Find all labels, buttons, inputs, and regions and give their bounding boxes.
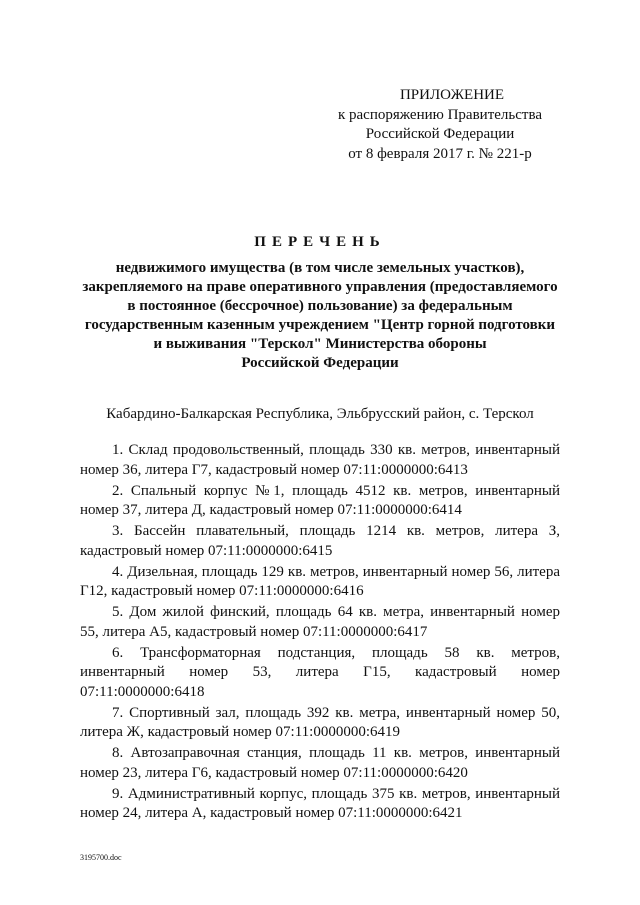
subtitle-line: Российской Федерации: [241, 355, 399, 371]
subtitle-line: и выживания "Терскол" Министерства обороны: [153, 336, 487, 352]
appendix-title: ПРИЛОЖЕНИЕ: [399, 87, 505, 103]
list-item: 7. Спортивный зал, площадь 392 кв. метра, инвентарный номер 50, литера Ж, кадастровый номер 07:11:0000000:6419: [80, 704, 560, 740]
appendix-line-3: от 8 февраля 2017 г. № 221-р: [348, 145, 532, 162]
list-item: 2. Спальный корпус №1, площадь 4512 кв. метров, инвентарный номер 37, литера Д, кадастровый номер 07:11:0000000:6414: [80, 482, 560, 518]
list-item: 6. Трансформаторная подстанция, площадь 58 кв. метров, инвентарный номер 53, литера Г15, кадастровый номер 07:11:0000000:6418: [80, 644, 560, 700]
location-line: Кабардино-Балкарская Республика, Эльбрусский район, с. Терскол: [106, 406, 534, 422]
subtitle-line: государственным казенным учреждением "Центр горной подготовки: [84, 317, 556, 333]
list-item: 9. Административный корпус, площадь 375 кв. метров, инвентарный номер 24, литера А, кадастровый номер 07:11:0000000:6421: [80, 785, 560, 821]
list-item: 4. Дизельная, площадь 129 кв. метров, инвентарный номер 56, литера Г12, кадастровый номер 07:11:0000000:6416: [80, 563, 560, 599]
document-heading: ПЕРЕЧЕНЬ: [254, 234, 386, 250]
appendix-line-2: Российской Федерации: [365, 126, 515, 142]
subtitle-line: недвижимого имущества (в том числе земельных участков),: [115, 260, 525, 276]
list-item: 8. Автозаправочная станция, площадь 11 кв. метров, инвентарный номер 23, литера Г6, кадастровый номер 07:11:0000000:6420: [80, 745, 560, 781]
appendix-line-1: к распоряжению Правительства: [337, 106, 542, 123]
appendix-block: [320, 86, 560, 164]
file-reference: 3195700.doc: [80, 853, 122, 862]
list-item: 5. Дом жилой финский, площадь 64 кв. метра, инвентарный номер 55, литера А5, кадастровый номер 07:11:0000000:6417: [80, 604, 560, 640]
document-subtitle: [60, 259, 580, 373]
list-item: 1. Склад продовольственный, площадь 330 кв. метров, инвентарный номер 36, литера Г7, кадастровый номер 07:11:0000000:6413: [80, 442, 560, 478]
property-list: [80, 441, 560, 825]
list-item: 3. Бассейн плавательный, площадь 1214 кв. метров, литера З, кадастровый номер 07:11:0000000:6415: [80, 523, 560, 559]
subtitle-line: в постоянное (бессрочное) пользование) за федеральным: [127, 298, 513, 314]
subtitle-line: закрепляемого на праве оперативного управления (предоставляемого: [82, 279, 558, 295]
